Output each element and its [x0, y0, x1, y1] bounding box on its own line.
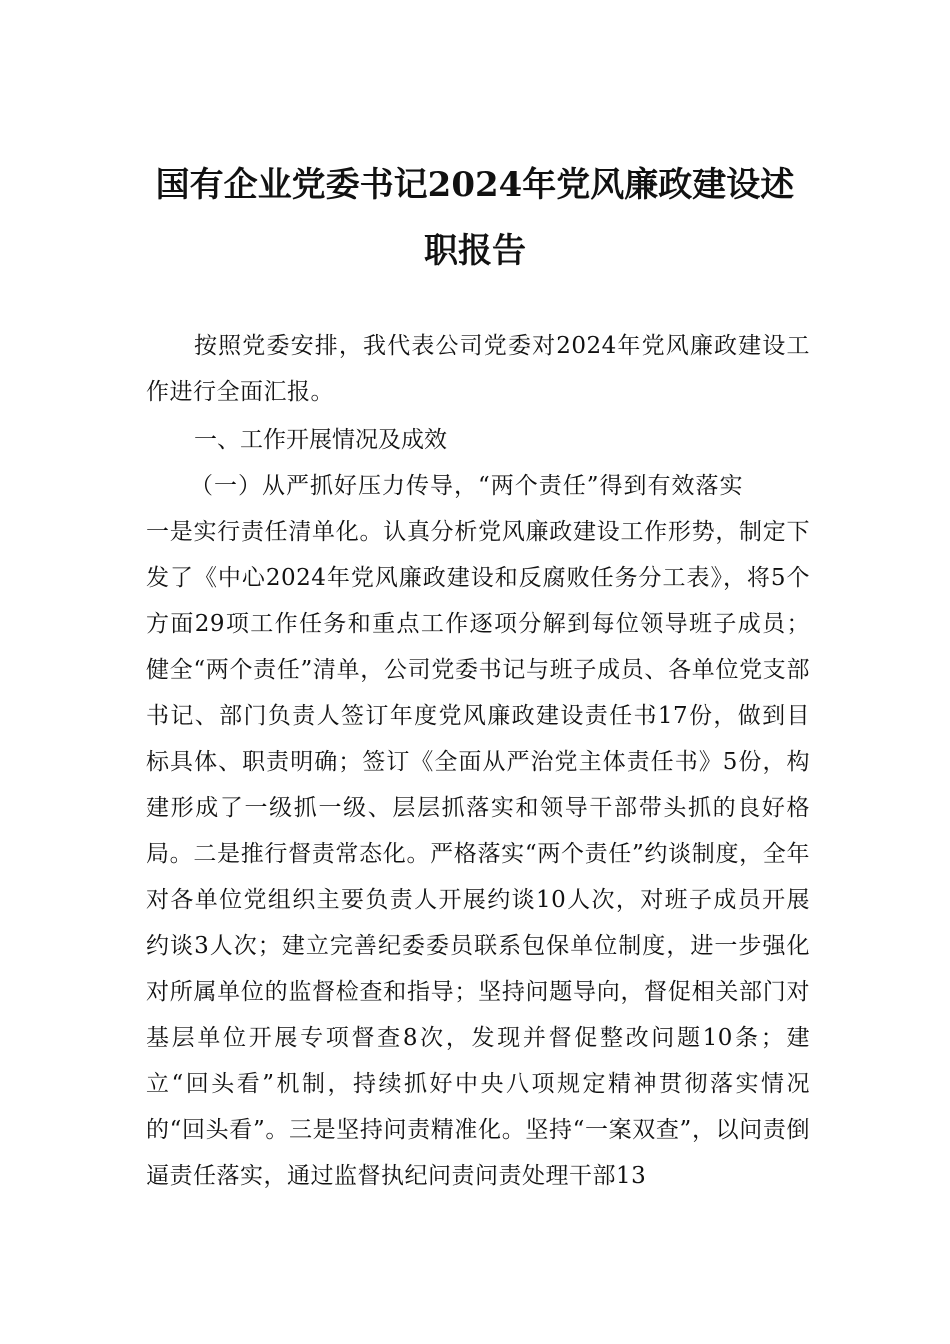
subsection-heading: （一）从严抓好压力传导，“两个责任”得到有效落实: [190, 473, 744, 499]
section-heading: 一、工作开展情况及成效: [194, 427, 447, 453]
document-title-line-1: 国有企业党委书记2024年党风廉政建设述: [155, 165, 795, 205]
body-paragraph: 一是实行责任清单化。认真分析党风廉政建设工作形势，制定下发了《中心2024年党风廉政建设和反腐败任务分工表》，将5个方面29项工作任务和重点工作逐项分解到每位领导班子成员；健全“两个责任”清单，公司党委书记与班子成员、各单位党支部书记、部门负责人签订年度党风廉政建设责任书17份，做到目标具体、职责明确；签订《全面从严治党主体责任书》5份，构建形成了一级抓一级、层层抓落实和领导干部带头抓的良好格局。二是推行督责常态化。严格落实“两个责任”约谈制度，全年对各单位党组织主要负责人开展约谈10人次，对班子成员开展约谈3人次；建立完善纪委委员联系包保单位制度，进一步强化对所属单位的监督检查和指导；坚持问题导向，督促相关部门对基层单位开展专项督查8次，发现并督促整改问题10条；建立“回头看”机制，持续抓好中央八项规定精神贯彻落实情况的“回头看”。三是坚持问责精准化。坚持“一案双查”，以问责倒逼责任落实，通过监督执纪问责问责处理干部13: [146, 519, 810, 1189]
document-title-line-2: 职报告: [424, 231, 526, 271]
intro-paragraph: 按照党委安排，我代表公司党委对2024年党风廉政建设工作进行全面汇报。: [146, 333, 810, 405]
